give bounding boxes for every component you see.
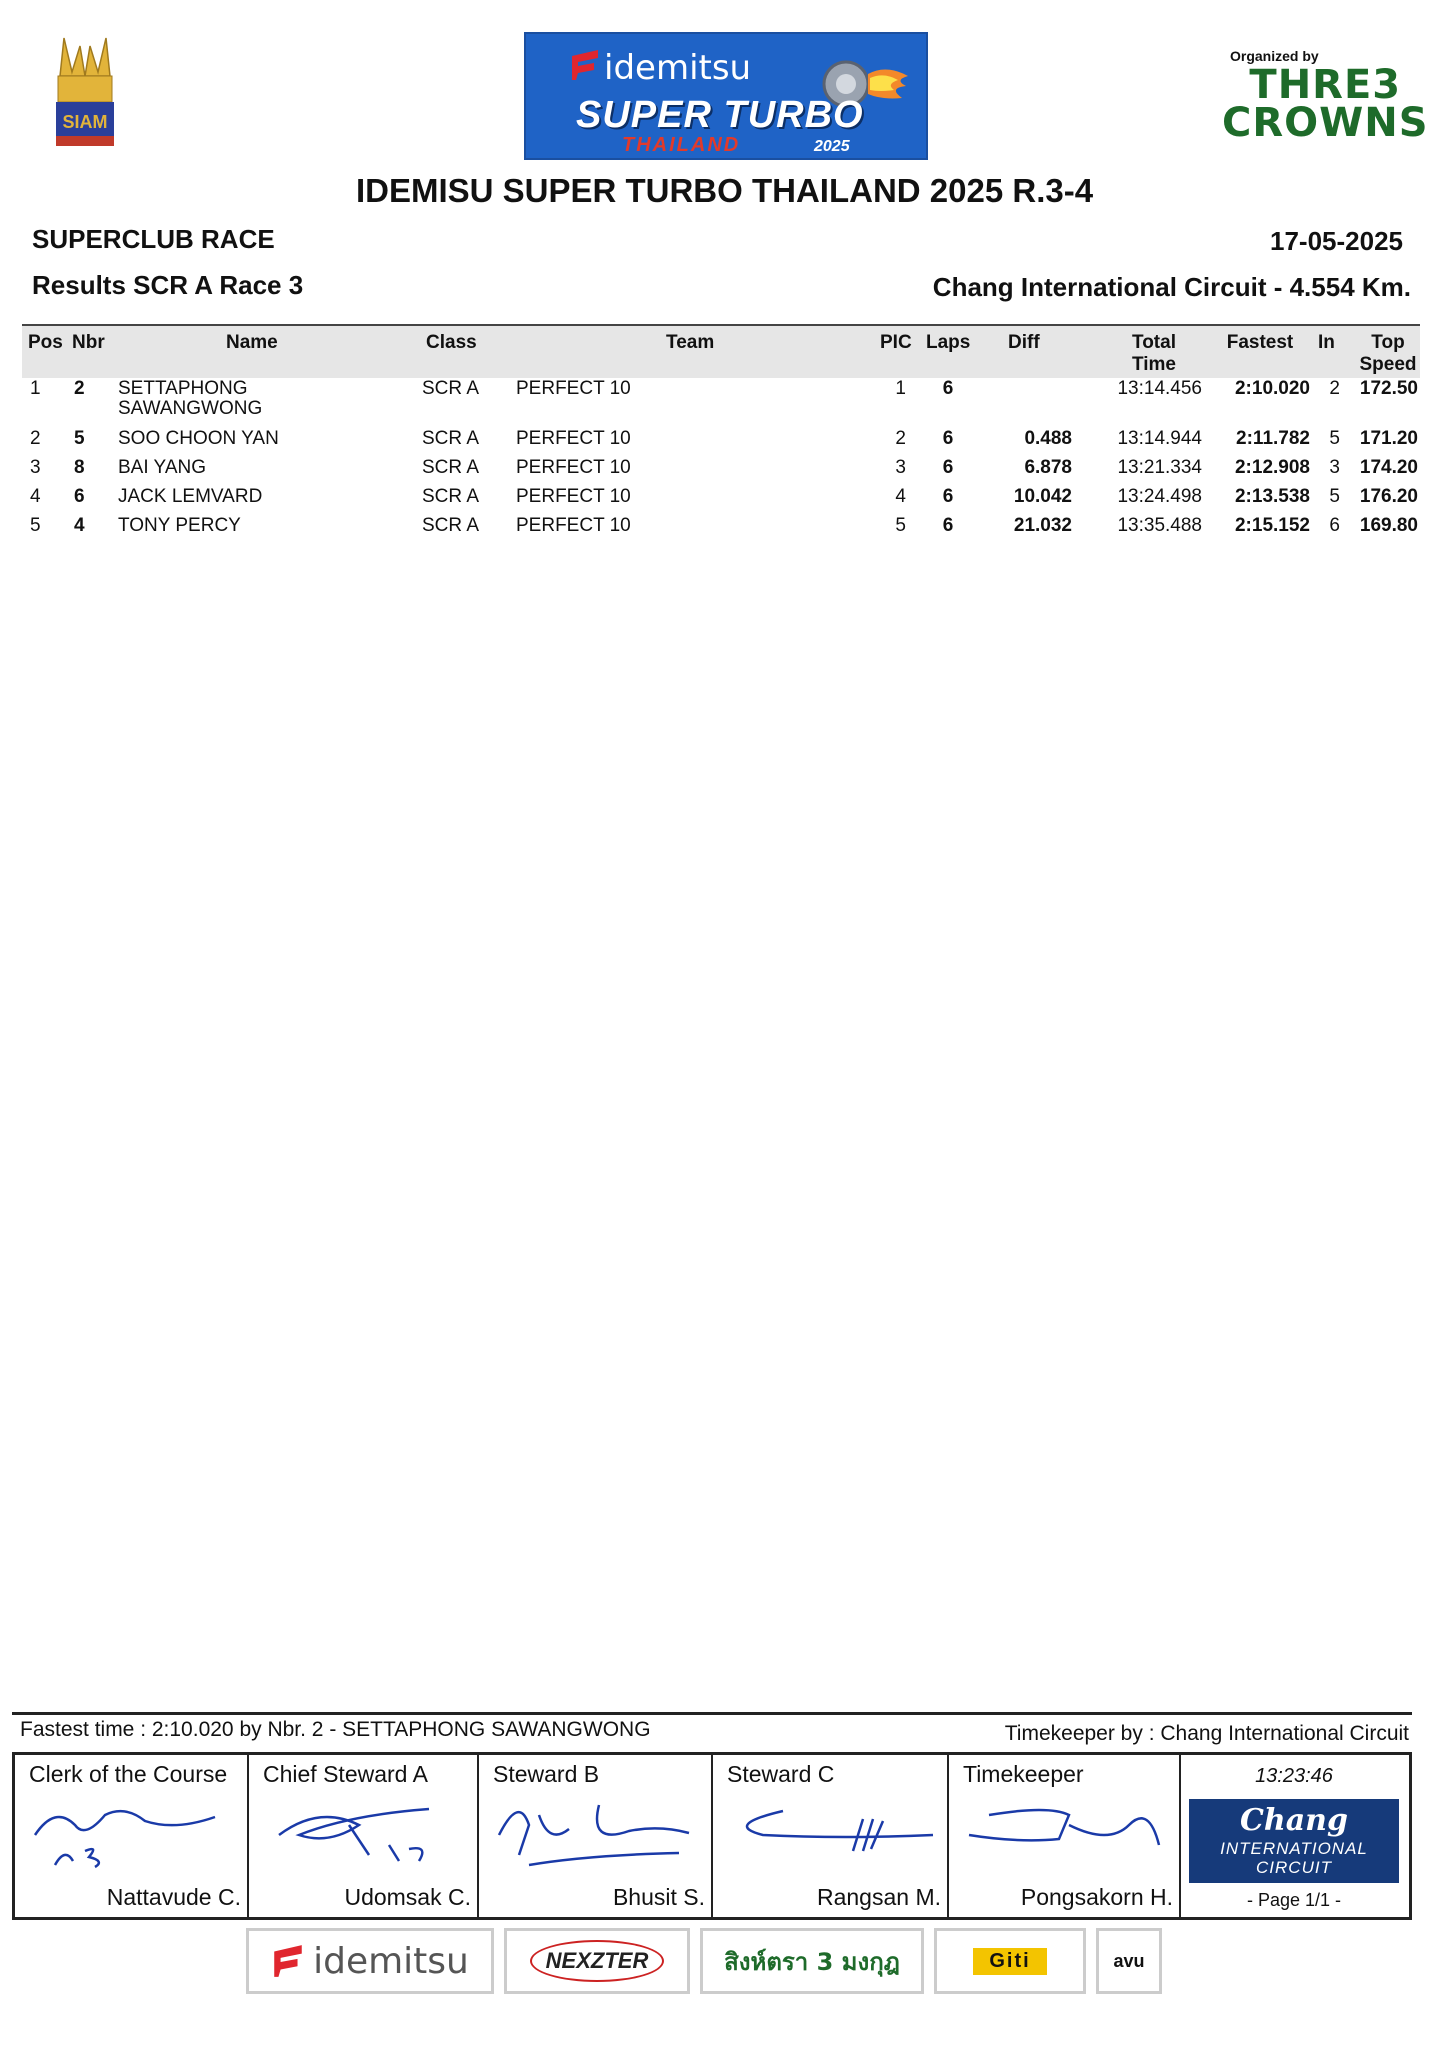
table-row — [22, 457, 1420, 487]
idemitsu-super-turbo-banner — [524, 32, 928, 160]
col-total-line2: Time — [1131, 354, 1176, 375]
cell-team: PERFECT 10 — [516, 486, 631, 507]
cell-laps: 6 — [942, 515, 954, 536]
handwritten-signature-icon — [959, 1795, 1179, 1875]
col-total-time — [1106, 332, 1202, 376]
handwritten-signature-icon — [489, 1795, 699, 1875]
cell-class: SCR A — [422, 457, 480, 478]
cell-laps: 6 — [942, 378, 954, 399]
cell-name: SOO CHOON YAN — [118, 428, 279, 449]
col-fastest: Fastest — [1226, 332, 1294, 353]
cell-class: SCR A — [422, 428, 480, 449]
cell-total: 13:14.944 — [1117, 428, 1202, 449]
cell-nbr: 6 — [74, 486, 85, 507]
col-pos: Pos — [28, 332, 63, 353]
col-top-line1: Top — [1371, 332, 1405, 353]
siam-emblem-logo — [50, 36, 120, 148]
sponsor-nexzter-logo — [504, 1928, 690, 1994]
cell-in: 2 — [1329, 378, 1340, 399]
timestamp-box — [1179, 1755, 1409, 1917]
handwritten-signature-icon — [723, 1795, 943, 1875]
signature-cell-chief-steward — [249, 1755, 479, 1917]
signature-label: Steward B — [493, 1761, 600, 1787]
table-row — [22, 378, 1420, 419]
cell-diff: 10.042 — [1013, 486, 1072, 507]
cell-name: JACK LEMVARD — [118, 486, 263, 507]
cell-fastest: 2:15.152 — [1234, 515, 1310, 536]
cell-nbr: 5 — [74, 428, 85, 449]
sponsor-giti-logo — [934, 1928, 1086, 1994]
sponsor-name: สิงห์ตรา 3 มงกุฎ — [724, 1947, 900, 1976]
col-total-line1: Total — [1132, 332, 1176, 353]
cell-pic: 4 — [895, 486, 906, 507]
cell-total: 13:35.488 — [1117, 515, 1202, 536]
cell-total: 13:14.456 — [1117, 378, 1202, 399]
footer-divider — [12, 1712, 1412, 1715]
table-row — [22, 486, 1420, 516]
cell-class: SCR A — [422, 486, 480, 507]
cell-name: SETTAPHONG — [118, 378, 248, 399]
signature-cell-clerk — [15, 1755, 249, 1917]
signature-box — [12, 1752, 1412, 1920]
signature-cell-timekeeper — [949, 1755, 1181, 1917]
sponsor-name: NEXZTER — [530, 1940, 665, 1982]
sponsor-small-logo — [1096, 1928, 1162, 1994]
sponsor-name: avu — [1113, 1950, 1145, 1971]
sponsor-name: Giti — [973, 1948, 1046, 1975]
signature-label: Steward C — [727, 1761, 835, 1787]
cell-name: TONY PERCY — [118, 515, 241, 536]
cell-nbr: 2 — [74, 378, 85, 399]
cell-laps: 6 — [942, 486, 954, 507]
event-date: 17-05-2025 — [1270, 226, 1403, 256]
print-time: 13:23:46 — [1255, 1765, 1333, 1787]
table-row — [22, 428, 1420, 458]
signatory-name: Nattavude C. — [106, 1884, 241, 1910]
cell-in: 3 — [1329, 457, 1340, 478]
signature-label: Clerk of the Course — [29, 1761, 228, 1787]
signature-cell-steward-c — [713, 1755, 949, 1917]
cell-fastest: 2:11.782 — [1236, 428, 1310, 449]
cell-top: 174.20 — [1359, 457, 1418, 478]
cell-in: 6 — [1329, 515, 1340, 536]
cell-fastest: 2:13.538 — [1234, 486, 1310, 507]
banner-thailand: THAILAND — [622, 134, 741, 156]
cell-name: BAI YANG — [118, 457, 206, 478]
idemitsu-flag-icon — [570, 48, 600, 82]
cell-nbr: 4 — [74, 515, 85, 536]
cell-diff: 21.032 — [1013, 515, 1072, 536]
chang-logo-line3: CIRCUIT — [1256, 1858, 1332, 1877]
results-table-header — [22, 324, 1420, 378]
chang-circuit-logo — [1189, 1799, 1399, 1883]
organizer-label: Organized by — [1230, 48, 1319, 64]
timekeeper-by-note: Timekeeper by : Chang International Circuit — [1004, 1722, 1409, 1745]
cell-name-line2: SAWANGWONG — [118, 398, 263, 419]
three-crowns-line1: THRE3 — [1249, 62, 1402, 108]
cell-fastest: 2:12.908 — [1234, 457, 1310, 478]
cell-total: 13:24.498 — [1117, 486, 1202, 507]
signatory-name: Pongsakorn H. — [1020, 1884, 1173, 1910]
sponsor-idemitsu-logo — [246, 1928, 494, 1994]
page-number: - Page 1/1 - — [1246, 1890, 1342, 1910]
cell-pos: 5 — [30, 515, 41, 536]
cell-pic: 3 — [895, 457, 906, 478]
cell-team: PERFECT 10 — [516, 457, 631, 478]
cell-nbr: 8 — [74, 457, 85, 478]
cell-class: SCR A — [422, 378, 480, 399]
signatory-name: Bhusit S. — [612, 1884, 705, 1910]
cell-fastest: 2:10.020 — [1234, 378, 1310, 399]
cell-top: 172.50 — [1359, 378, 1418, 399]
col-pic: PIC — [880, 332, 912, 353]
cell-diff: 0.488 — [1024, 428, 1072, 449]
cell-diff: 6.878 — [1024, 457, 1072, 478]
col-nbr: Nbr — [72, 332, 105, 353]
signature-label: Timekeeper — [963, 1761, 1084, 1787]
banner-year: 2025 — [814, 138, 850, 155]
signatory-name: Rangsan M. — [816, 1884, 941, 1910]
col-top-line2: Speed — [1359, 354, 1417, 375]
signatory-name: Udomsak C. — [344, 1884, 471, 1910]
cell-pos: 3 — [30, 457, 41, 478]
cell-pic: 1 — [895, 378, 906, 399]
cell-top: 169.80 — [1359, 515, 1418, 536]
banner-brand: idemitsu — [604, 48, 752, 88]
cell-team: PERFECT 10 — [516, 515, 631, 536]
table-row — [22, 515, 1420, 545]
col-top-speed — [1358, 332, 1418, 376]
cell-in: 5 — [1329, 428, 1340, 449]
cell-pos: 2 — [30, 428, 41, 449]
cell-pos: 1 — [30, 378, 41, 399]
col-class: Class — [426, 332, 477, 353]
cell-laps: 6 — [942, 457, 954, 478]
banner-super-turbo: SUPER TURBO — [576, 94, 864, 136]
chang-logo-line2: INTERNATIONAL — [1220, 1839, 1368, 1858]
event-name: SUPERCLUB RACE — [32, 224, 275, 254]
cell-team: PERFECT 10 — [516, 428, 631, 449]
handwritten-signature-icon — [25, 1795, 235, 1875]
cell-top: 176.20 — [1359, 486, 1418, 507]
svg-text:SIAM: SIAM — [62, 112, 108, 132]
chang-logo-word: Chang — [1240, 1803, 1348, 1838]
sponsor-name: idemitsu — [313, 1940, 469, 1982]
circuit-name: Chang International Circuit - 4.554 Km. — [932, 272, 1411, 302]
sponsor-three-crowns-thai-logo — [700, 1928, 924, 1994]
col-diff: Diff — [1008, 332, 1040, 353]
idemitsu-flag-icon — [271, 1943, 305, 1979]
cell-laps: 6 — [942, 428, 954, 449]
cell-pic: 5 — [895, 515, 906, 536]
three-crowns-logo — [1222, 62, 1429, 146]
page-title: IDEMISU SUPER TURBO THAILAND 2025 R.3-4 — [355, 172, 1094, 209]
session-title: Results SCR A Race 3 — [32, 270, 304, 300]
col-name: Name — [226, 332, 278, 353]
cell-top: 171.20 — [1359, 428, 1418, 449]
fastest-time-note: Fastest time : 2:10.020 by Nbr. 2 - SETTAPHONG SAWANGWONG — [20, 1718, 651, 1741]
three-crowns-line2: CROWNS — [1222, 100, 1429, 146]
cell-pic: 2 — [895, 428, 906, 449]
cell-team: PERFECT 10 — [516, 378, 631, 399]
col-in: In — [1318, 332, 1335, 353]
cell-pos: 4 — [30, 486, 41, 507]
col-team: Team — [666, 332, 715, 353]
signature-label: Chief Steward A — [263, 1761, 428, 1787]
col-laps: Laps — [926, 332, 971, 353]
cell-in: 5 — [1329, 486, 1340, 507]
signature-cell-steward-b — [479, 1755, 713, 1917]
cell-total: 13:21.334 — [1117, 457, 1202, 478]
handwritten-signature-icon — [259, 1795, 469, 1875]
cell-class: SCR A — [422, 515, 480, 536]
